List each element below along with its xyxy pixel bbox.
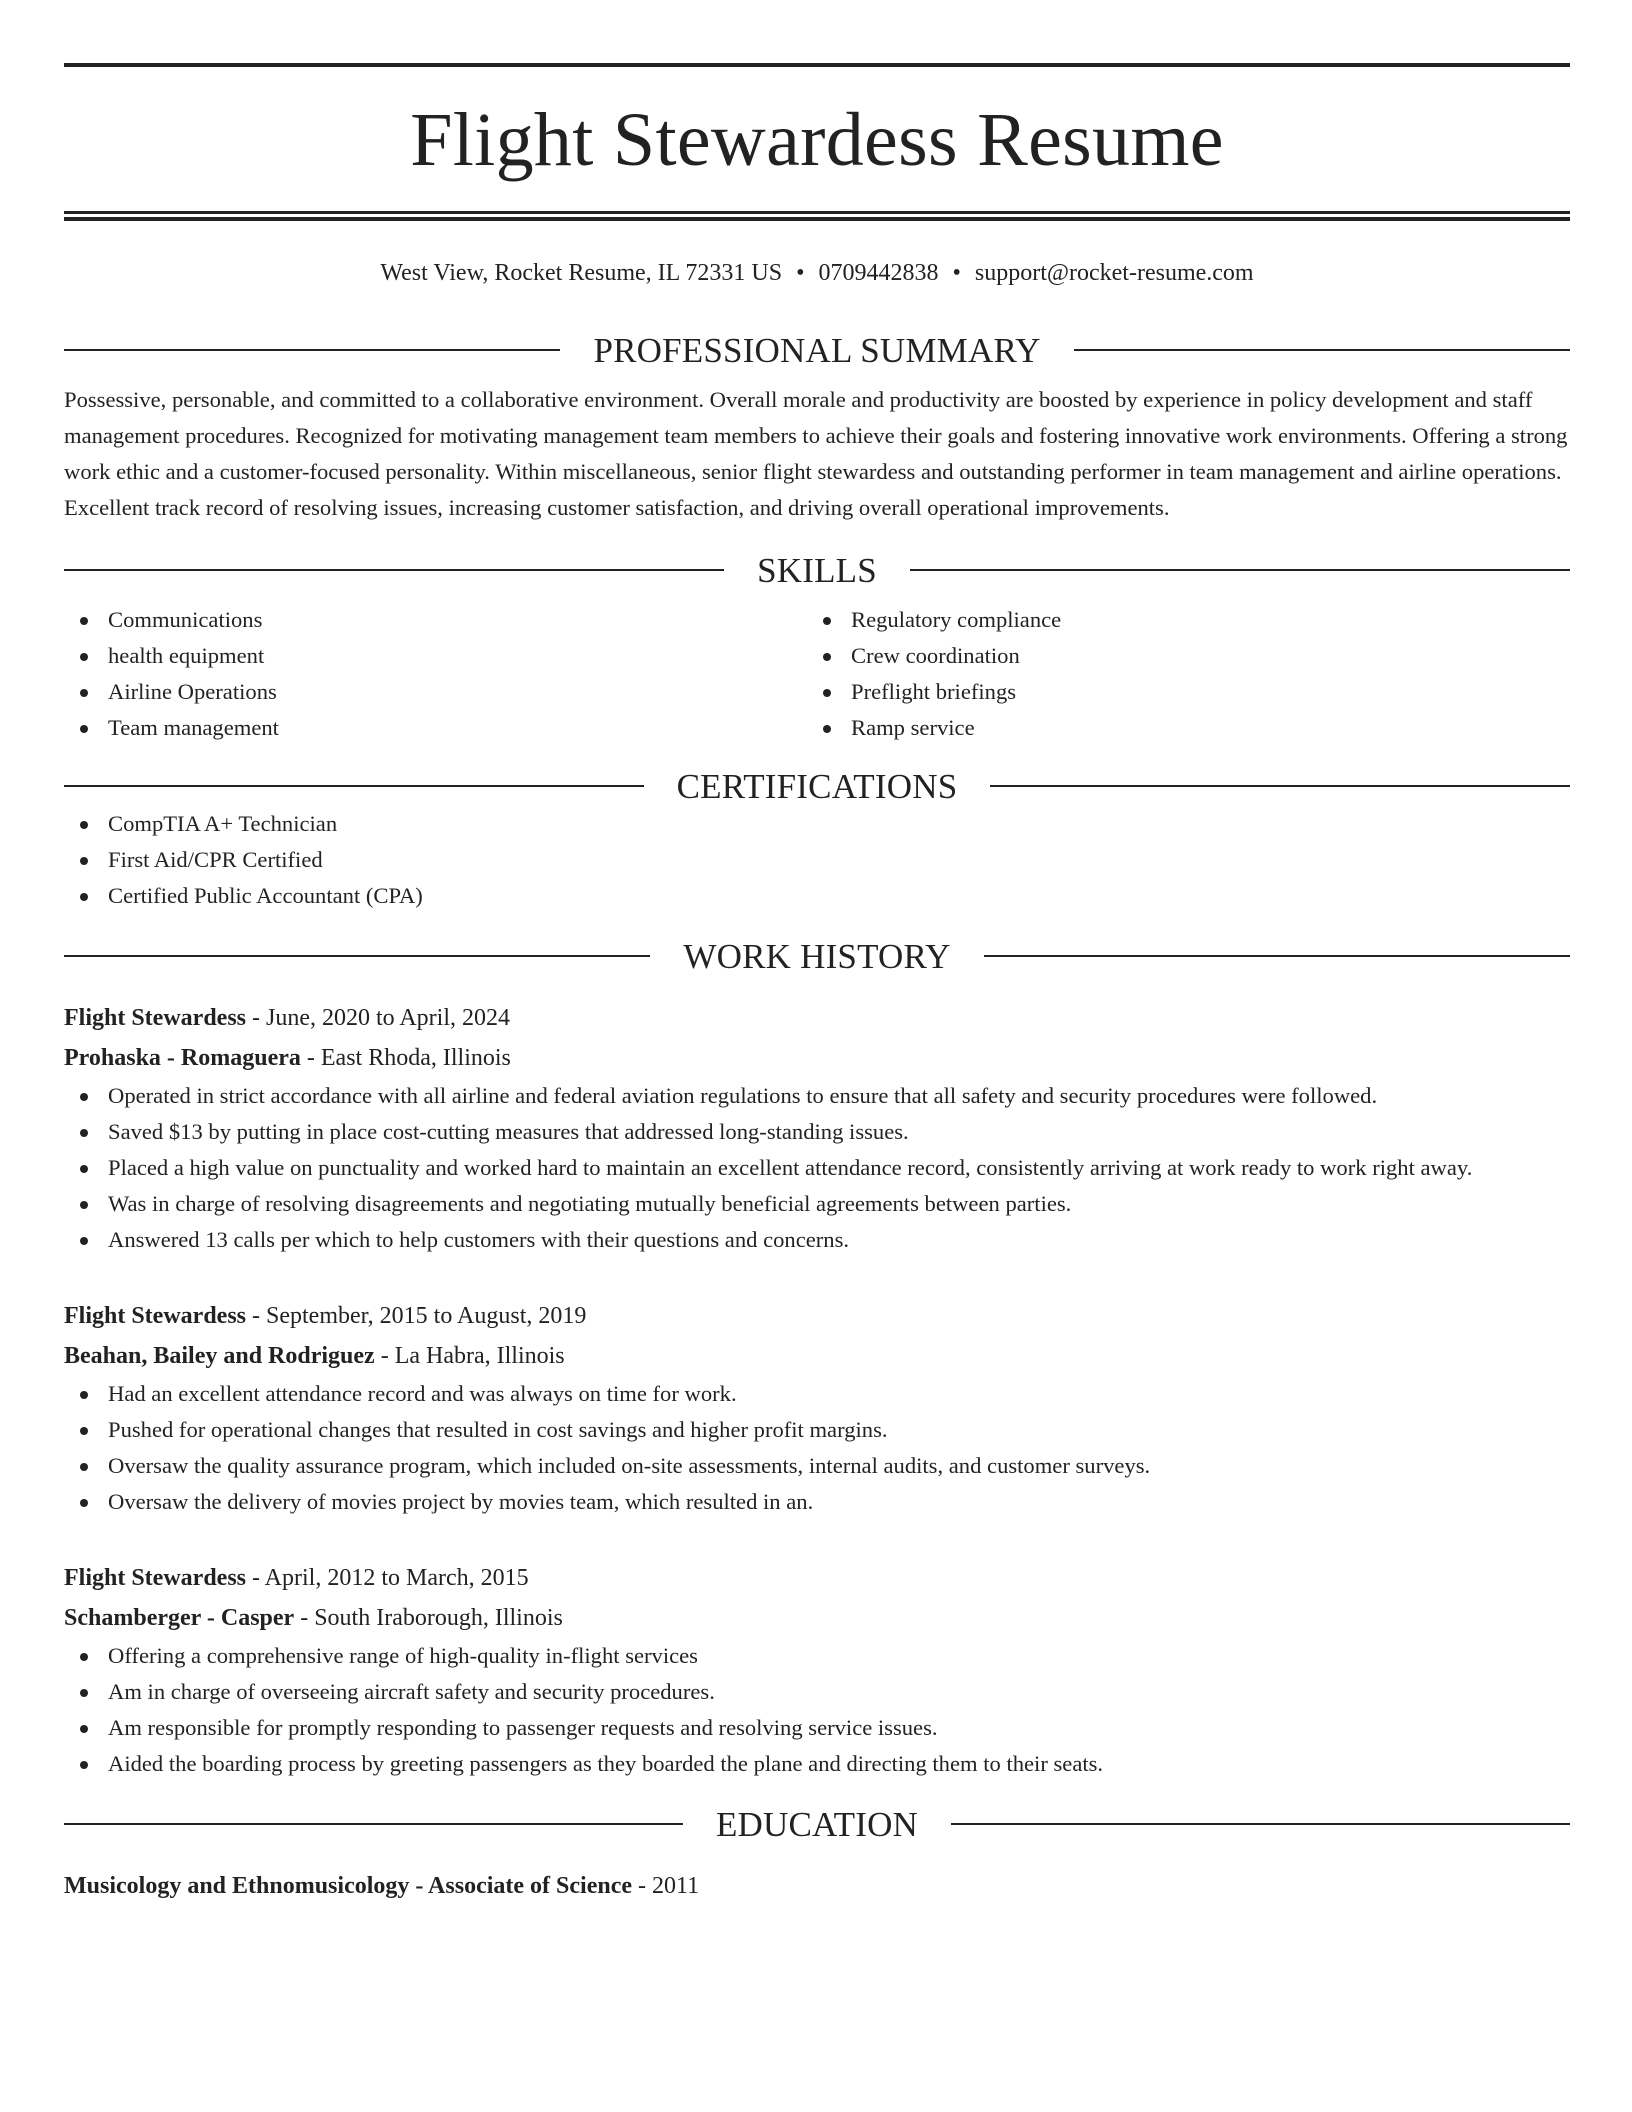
job-company-line: Prohaska - Romaguera - East Rhoda, Illinois	[64, 1045, 511, 1071]
list-item: Am responsible for promptly responding to passenger requests and resolving service issues.	[64, 1710, 1570, 1746]
job-title-line: Flight Stewardess - April, 2012 to March, 2015	[64, 1565, 529, 1591]
section-title: CERTIFICATIONS	[676, 766, 958, 806]
title-double-rule	[64, 211, 1570, 221]
list-item: Ramp service	[807, 710, 1550, 746]
bullet-icon	[80, 1201, 88, 1209]
heading-rule	[64, 955, 650, 957]
bullet-icon	[80, 689, 88, 697]
list-item: Oversaw the delivery of movies project by movies team, which resulted in an.	[64, 1484, 1570, 1520]
list-item: Was in charge of resolving disagreements and negotiating mutually beneficial agreements between parties.	[64, 1186, 1570, 1222]
job-location: South Iraborough, Illinois	[314, 1605, 563, 1631]
section-heading-summary	[64, 330, 1570, 370]
job-title: Flight Stewardess	[64, 1303, 246, 1329]
list-item: Crew coordination	[807, 638, 1550, 674]
contact-address: West View, Rocket Resume, IL 72331 US	[380, 260, 783, 286]
contact-email: support@rocket-resume.com	[974, 260, 1254, 286]
contact-separator: •	[952, 260, 961, 286]
bullet-icon	[80, 1653, 88, 1661]
list-item: Aided the boarding process by greeting passengers as they boarded the plane and directing them to their seats.	[64, 1746, 1570, 1782]
education-entry: Musicology and Ethnomusicology - Associate of Science - 2011	[64, 1873, 700, 1899]
bullet-icon	[80, 1761, 88, 1769]
bullet-icon	[80, 1427, 88, 1435]
section-title: EDUCATION	[715, 1804, 919, 1844]
job-title: Flight Stewardess	[64, 1005, 246, 1031]
section-heading-skills	[64, 550, 1570, 590]
list-item: Operated in strict accordance with all airline and federal aviation regulations to ensure that all safety and security procedures were followed.	[64, 1078, 1570, 1114]
job-bullets	[64, 1376, 1570, 1520]
job-title-line: Flight Stewardess - September, 2015 to August, 2019	[64, 1303, 587, 1329]
bullet-icon	[80, 617, 88, 625]
job-location: East Rhoda, Illinois	[320, 1045, 511, 1071]
list-item: Team management	[64, 710, 807, 746]
contact-phone: 0709442838	[818, 260, 939, 286]
job-company-line: Schamberger - Casper - South Iraborough, Illinois	[64, 1605, 563, 1631]
bullet-icon	[80, 893, 88, 901]
heading-rule	[64, 569, 724, 571]
list-item: health equipment	[64, 638, 807, 674]
bullet-icon	[80, 1391, 88, 1399]
skills-column-right	[807, 602, 1550, 746]
skills-column-left	[64, 602, 807, 746]
job-company: Schamberger - Casper	[64, 1605, 295, 1631]
contact-line	[64, 261, 1570, 285]
section-title: SKILLS	[757, 550, 877, 590]
list-item: Offering a comprehensive range of high-quality in-flight services	[64, 1638, 1570, 1674]
job-dates: June, 2020 to April, 2024	[266, 1005, 510, 1031]
heading-rule	[64, 1823, 683, 1825]
bullet-icon	[823, 689, 831, 697]
job-company: Beahan, Bailey and Rodriguez	[64, 1343, 375, 1369]
bullet-icon	[80, 1129, 88, 1137]
education-degree: Musicology and Ethnomusicology - Associate of Science	[64, 1873, 632, 1899]
bullet-icon	[80, 1499, 88, 1507]
list-item: First Aid/CPR Certified	[64, 842, 1570, 878]
heading-rule	[64, 785, 644, 787]
heading-rule	[990, 785, 1570, 787]
job-title-line: Flight Stewardess - June, 2020 to April, 2024	[64, 1005, 510, 1031]
job-entry	[64, 1296, 1570, 1520]
job-bullets	[64, 1078, 1570, 1258]
bullet-icon	[823, 617, 831, 625]
list-item: Certified Public Accountant (CPA)	[64, 878, 1570, 914]
job-dates: September, 2015 to August, 2019	[266, 1303, 587, 1329]
section-heading-certifications	[64, 766, 1570, 806]
page-title: Flight Stewardess Resume	[410, 98, 1224, 182]
heading-rule	[910, 569, 1570, 571]
bullet-icon	[823, 653, 831, 661]
summary-text: Possessive, personable, and committed to a collaborative environment. Overall morale and productivity are boosted by experience in policy development and staff management procedures. Recognized for motivating management team members to achieve their goals and fostering innovative work environments. Offering a strong work ethic and a customer-focused personality. Within miscellaneous, senior flight stewardess and outstanding performer in team management and airline operations. Excellent track record of resolving issues, increasing customer satisfaction, and driving overall operational improvements.	[64, 387, 1568, 520]
list-item: Saved $13 by putting in place cost-cutting measures that addressed long-standing issues.	[64, 1114, 1570, 1150]
job-title: Flight Stewardess	[64, 1565, 246, 1591]
list-item: Regulatory compliance	[807, 602, 1550, 638]
list-item: Answered 13 calls per which to help customers with their questions and concerns.	[64, 1222, 1570, 1258]
job-bullets	[64, 1638, 1570, 1782]
contact-separator: •	[796, 260, 805, 286]
list-item: Preflight briefings	[807, 674, 1550, 710]
heading-rule	[1074, 349, 1570, 351]
heading-rule	[951, 1823, 1570, 1825]
job-entry	[64, 998, 1570, 1258]
list-item: Had an excellent attendance record and was always on time for work.	[64, 1376, 1570, 1412]
section-heading-work-history	[64, 936, 1570, 976]
list-item: CompTIA A+ Technician	[64, 806, 1570, 842]
bullet-icon	[80, 857, 88, 865]
bullet-icon	[80, 1093, 88, 1101]
list-item: Pushed for operational changes that resulted in cost savings and higher profit margins.	[64, 1412, 1570, 1448]
job-location: La Habra, Illinois	[394, 1343, 565, 1369]
education-year: 2011	[652, 1873, 700, 1899]
list-item: Airline Operations	[64, 674, 807, 710]
job-entry	[64, 1558, 1570, 1782]
section-title: PROFESSIONAL SUMMARY	[593, 330, 1041, 370]
skills-grid	[64, 602, 1570, 746]
top-rule	[64, 63, 1570, 67]
bullet-icon	[80, 821, 88, 829]
certifications-list	[64, 806, 1570, 914]
section-heading-education	[64, 1804, 1570, 1844]
job-company-line: Beahan, Bailey and Rodriguez - La Habra, Illinois	[64, 1343, 565, 1369]
bullet-icon	[80, 1237, 88, 1245]
bullet-icon	[80, 653, 88, 661]
bullet-icon	[80, 1165, 88, 1173]
bullet-icon	[80, 1463, 88, 1471]
bullet-icon	[80, 1689, 88, 1697]
resume-page	[64, 63, 1570, 1906]
heading-rule	[64, 349, 560, 351]
bullet-icon	[80, 725, 88, 733]
heading-rule	[984, 955, 1570, 957]
bullet-icon	[823, 725, 831, 733]
job-company: Prohaska - Romaguera	[64, 1045, 301, 1071]
section-title: WORK HISTORY	[683, 936, 951, 976]
list-item: Am in charge of overseeing aircraft safety and security procedures.	[64, 1674, 1570, 1710]
list-item: Communications	[64, 602, 807, 638]
job-dates: April, 2012 to March, 2015	[264, 1565, 529, 1591]
list-item: Placed a high value on punctuality and worked hard to maintain an excellent attendance record, consistently arriving at work ready to work right away.	[64, 1150, 1570, 1186]
bullet-icon	[80, 1725, 88, 1733]
list-item: Oversaw the quality assurance program, which included on-site assessments, internal audits, and customer surveys.	[64, 1448, 1570, 1484]
